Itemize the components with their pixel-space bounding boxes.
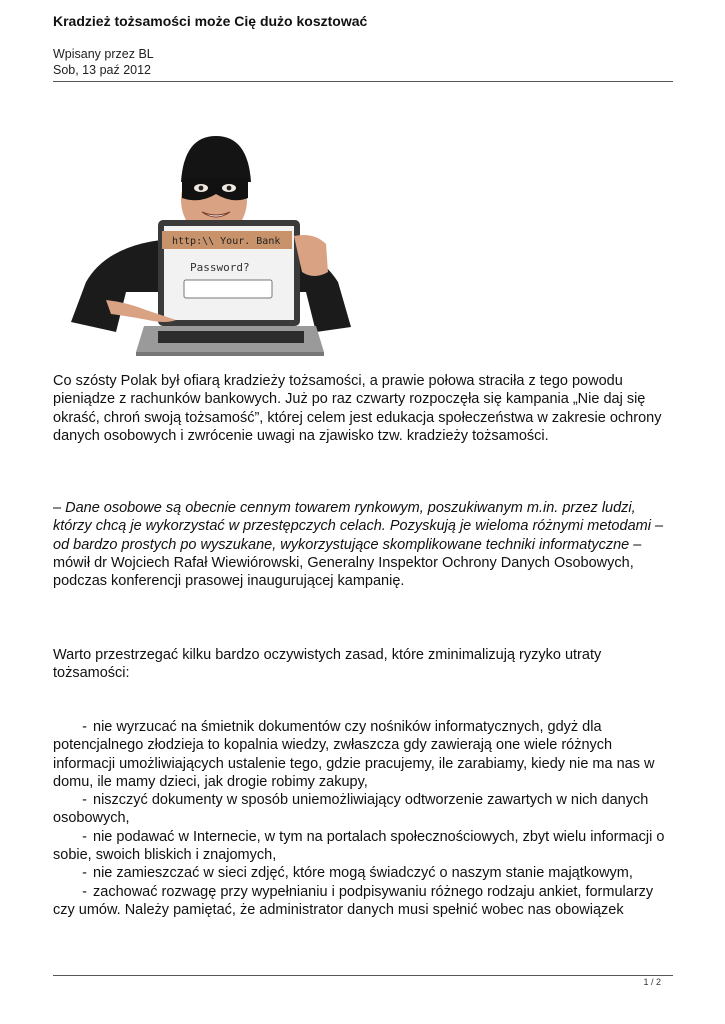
- footer-divider: [53, 975, 673, 976]
- list-item: - nie podawać w Internecie, w tym na portalach społecznościowych, zbyt wielu informacji o sobie, swoich bliskich i znajomych,: [53, 828, 665, 864]
- date-line: Sob, 13 paź 2012: [53, 63, 151, 77]
- laptop-password-text: Password?: [190, 261, 250, 274]
- list-item: - nie wyrzucać na śmietnik dokumentów czy nośników informatycznych, gdyż dla potencjalnego złodzieja to kopalnia wiedzy, zwłaszcza gdy zawierają one wiele różnych informacji umożliwiających ustalenie tego, gdzie pracujemy, ile zarabiamy, kiedy nie ma nas w domu, ile mamy dzieci, jak drogie robimy zakupy,: [53, 719, 655, 790]
- intro-paragraph: Co szósty Polak był ofiarą kradzieży tożsamości, a prawie połowa straciła z tego powodu pieniądze z rachunków bankowych. Już po raz czwarty rozpoczęła się kampania „Nie daj się okraść, chroń swoją tożsamość”, której celem jest edukacja społeczeństwa w zakresie ochrony danych osobowych i zwrócenie uwagi na zjawisko tzw. kradzieży tożsamości.: [53, 373, 662, 444]
- page-title: Kradzież tożsamości może Cię dużo kosztować: [53, 13, 368, 29]
- author-line: Wpisany przez BL: [53, 47, 154, 61]
- quote-italic: – Dane osobowe są obecnie cennym towarem rynkowym, poszukiwanym m.in. przez ludzi, którzy chcą je wykorzystać w przestępczych celach. Pozyskują je wieloma różnymi metodami – od bardzo prostych po wyszukane, wykorzystujące skomplikowane techniki informatyczne: [53, 500, 664, 553]
- page-number: 1 / 2: [643, 977, 661, 987]
- quote-paragraph: [53, 499, 673, 590]
- quote-attribution: – mówił dr Wojciech Rafał Wiewiórowski, Generalny Inspektor Ochrony Danych Osobowych, podczas konferencji prasowej inaugurującej kampanię.: [53, 536, 642, 590]
- list-item: - zachować rozwagę przy wypełnianiu i podpisywaniu różnego rodzaju ankiet, formularzy czy umów. Należy pamiętać, że administrator danych musi spełnić wobec nas obowiązek: [53, 883, 654, 918]
- list-item: - nie zamieszczać w sieci zdjęć, które mogą świadczyć o naszym stanie majątkowym,: [82, 865, 633, 882]
- laptop-url-text: http:\\ Your. Bank: [172, 236, 281, 247]
- rules-intro-paragraph: Warto przestrzegać kilku bardzo oczywistych zasad, które zminimalizują ryzyko utraty tożsamości:: [53, 647, 602, 682]
- list-item: - niszczyć dokumenty w sposób uniemożliwiający odtworzenie zawartych w nich danych osobowych,: [53, 792, 649, 827]
- article-meta: [53, 46, 154, 78]
- rules-list: [53, 718, 673, 919]
- thief-laptop-photo: [66, 132, 356, 362]
- header-divider: [53, 81, 673, 82]
